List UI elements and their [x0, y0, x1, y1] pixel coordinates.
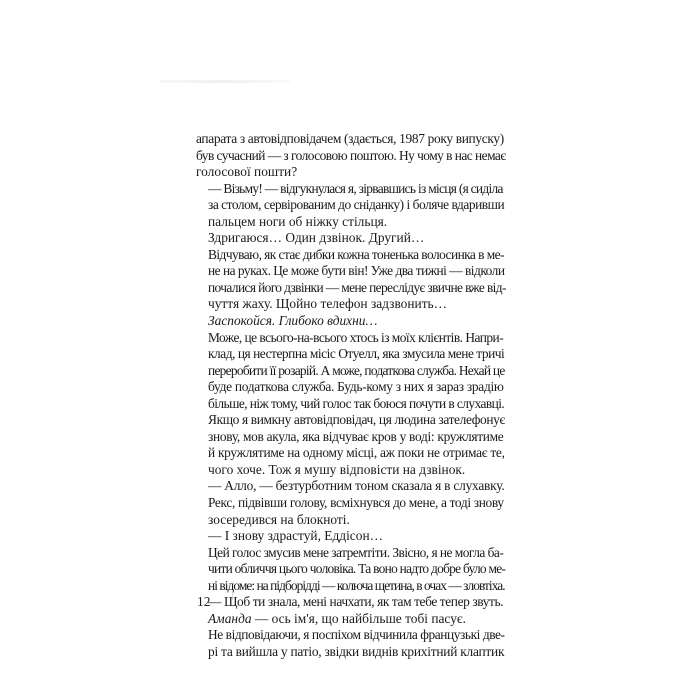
text-line: не на руках. Це може бути він! Уже два тижні — відколи — [208, 263, 505, 279]
text-line: клад, ця нестерпна місіс Отуелл, яка змусила мене тричі — [208, 346, 505, 362]
text-line: Не відповідаючи, я поспіхом відчинила французькі две- — [208, 627, 505, 643]
paragraph — [196, 545, 504, 595]
paragraph — [196, 528, 504, 545]
text-line: — Щоб ти знала, мені начхати, як там тебе тепер звуть. — [208, 594, 504, 610]
text-line: рі та вийшла у патіо, звідки виднів крихітний клаптик — [208, 643, 505, 659]
paragraph — [196, 313, 504, 330]
text-line: — Алло, — безтурботним тоном сказала я в слухавку. — [208, 478, 505, 494]
text-line: — Візьму! — відгукнулася я, зірвавшись із місця (я сиділа — [208, 180, 503, 196]
paragraph — [196, 495, 504, 528]
text-line: більше, ніж тому, чий голос так боюся почути в слухавці. — [208, 395, 505, 411]
text-line: Може, це всього-на-всього хтось із моїх клієнтів. Напри- — [208, 329, 504, 345]
text-line: чити обличчя цього чоловіка. Та воно надто добре було ме- — [208, 561, 506, 577]
faint-running-header — [160, 80, 290, 83]
text-line: Здригаюся… Один дзвінок. Другий… — [208, 230, 425, 246]
page-number: 12 — [197, 594, 211, 609]
paragraph — [196, 330, 504, 413]
paragraph — [196, 478, 504, 495]
paragraph — [196, 247, 504, 313]
paragraph — [196, 230, 504, 247]
text-line: чуття жаху. Щойно телефон задзвонить… — [208, 296, 448, 312]
paragraph — [196, 627, 504, 660]
text-line: апарата з автовідповідачем (здається, 1987 року випуску) — [196, 131, 504, 146]
text-line: Заспокойся. Глибоко вдихни… — [208, 313, 378, 329]
text-line: зосередився на блокноті. — [208, 511, 350, 527]
text-line: Відчуваю, як стає дибки кожна тоненька волосинка в ме- — [208, 246, 504, 262]
text-line: Цей голос змусив мене затремтіти. Звісно, я не могла ба- — [208, 544, 504, 560]
text-line: переробити її розарій. А може, податкова служба. Нехай це — [208, 362, 505, 378]
paragraph — [196, 131, 504, 181]
text-line: Аманда — ось ім'я, що найбільше тобі пасує. — [208, 610, 466, 626]
text-line: пальцем ноги об ніжку стільця. — [208, 213, 388, 229]
text-line: ні відоме: на підборідді — колюча щетина, в очах — зловтіха. — [208, 577, 505, 593]
text-line: буде податкова служба. Будь-кому з них я зараз зрадію — [208, 379, 504, 395]
paragraph — [196, 181, 504, 231]
body-text — [196, 131, 504, 661]
text-line: чого хоче. Тож я мушу відповісти на дзвінок. — [208, 461, 466, 477]
paragraph — [196, 594, 504, 627]
text-line: почалися його дзвінки — мене переслідує звичне вже від- — [208, 279, 506, 295]
margin-mark — [232, 586, 233, 600]
text-line: голосової пошти? — [196, 164, 298, 180]
text-line: й кружлятиме на одному місці, аж поки не отримає те, — [208, 445, 505, 461]
text-line: — І знову здрастуй, Еддісон… — [208, 528, 383, 544]
text-line: Рекс, підвівши голову, всміхнувся до мене, а тоді знову — [208, 495, 504, 511]
text-line: за столом, сервірованим до сніданку) і боляче вдаривши — [208, 197, 505, 213]
text-line: був сучасний — з голосовою поштою. Ну чому в нас немає — [196, 147, 506, 163]
paragraph — [196, 412, 504, 478]
text-line: знову, мов акула, яка відчуває кров у воді: кружлятиме — [208, 428, 504, 444]
text-line: Якщо я вимкну автовідповідач, ця людина зателефонує — [208, 412, 505, 428]
